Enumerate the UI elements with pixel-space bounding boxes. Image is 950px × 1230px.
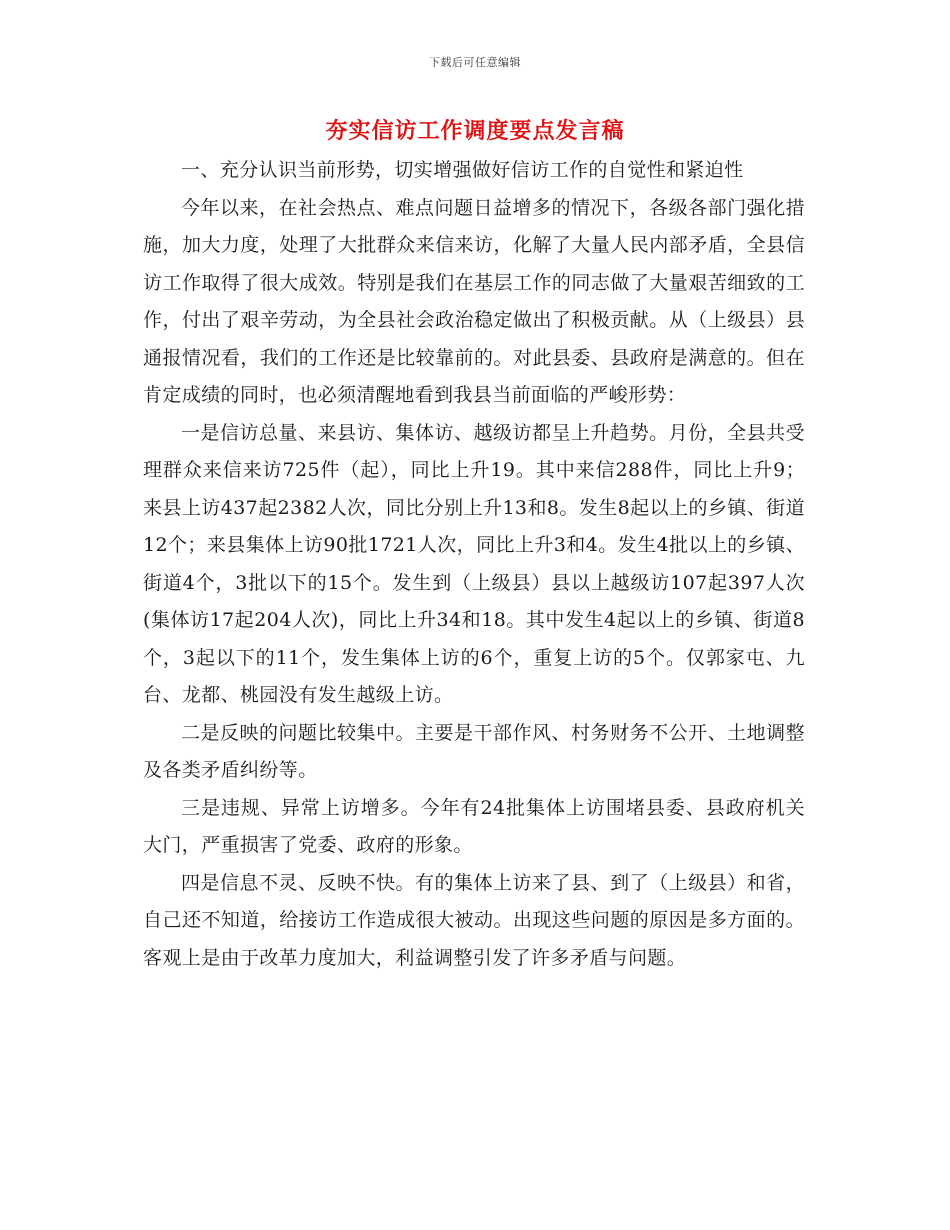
paragraph-overview: 今年以来，在社会热点、难点问题日益增多的情况下，各级各部门强化措施，加大力度，处理了大批群众来信来访，化解了大量人民内部矛盾，全县信访工作取得了很大成效。特别是我们在基层工作的同志做了大量艰苦细致的工作，付出了艰辛劳动，为全县社会政治稳定做出了积极贡献。从（上级县）县通报情况看，我们的工作还是比较靠前的。对此县委、县政府是满意的。但在肯定成绩的同时，也必须清醒地看到我县当前面临的严峻形势： xyxy=(143,196,805,406)
paragraph-point-1: 一是信访总量、来县访、集体访、越级访都呈上升趋势。月份，全县共受理群众来信来访725件（起），同比上升19。其中来信288件，同比上升9；来县上访437起2382人次，同比分别上升13和8。发生8起以上的乡镇、街道12个；来县集体上访90批1721人次，同比上升3和4。发生4批以上的乡镇、街道4个，3批以下的15个。发生到（上级县）县以上越级访107起397人次(集体访17起204人次)，同比上升34和18。其中发生4起以上的乡镇、街道8个，3起以下的11个，发生集体上访的6个，重复上访的5个。仅郭家屯、九台、龙都、桃园没有发生越级上访。 xyxy=(143,421,805,706)
header-note: 下载后可任意编辑 xyxy=(429,56,521,69)
paragraph-point-4: 四是信息不灵、反映不快。有的集体上访来了县、到了（上级县）和省，自己还不知道，给接访工作造成很大被动。出现这些问题的原因是多方面的。客观上是由于改革力度加大，利益调整引发了许多矛盾与问题。 xyxy=(143,871,805,969)
document-title: 夯实信访工作调度要点发言稿 xyxy=(325,118,625,144)
paragraph-point-2: 二是反映的问题比较集中。主要是干部作风、村务财务不公开、土地调整及各类矛盾纠纷等。 xyxy=(143,721,805,781)
section-heading-1: 一、充分认识当前形势，切实增强做好信访工作的自觉性和紧迫性 xyxy=(181,159,744,181)
document-body xyxy=(143,152,805,977)
paragraph-point-3: 三是违规、异常上访增多。今年有24批集体上访围堵县委、县政府机关大门，严重损害了党委、政府的形象。 xyxy=(143,796,805,856)
